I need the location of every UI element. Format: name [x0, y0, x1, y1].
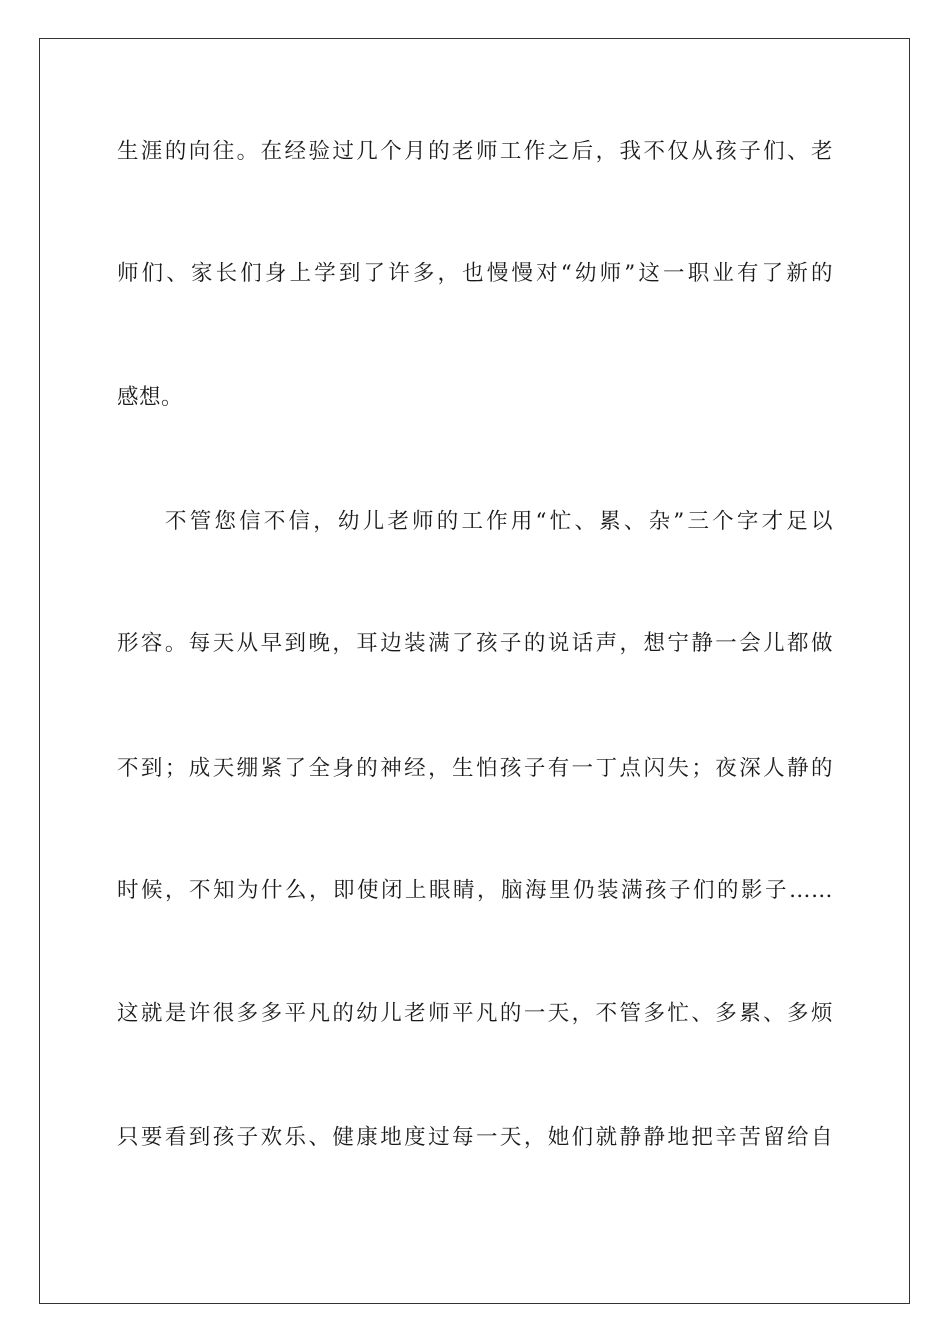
paragraph-2-line-3: 不到；成天绷紧了全身的神经，生怕孩子有一丁点闪失；夜深人静的 [117, 756, 833, 781]
page-frame [39, 38, 910, 1304]
paragraph-2-line-2: 形容。每天从早到晚，耳边装满了孩子的说话声，想宁静一会儿都做 [117, 631, 833, 656]
paragraph-2-line-4: 时候，不知为什么，即使闭上眼睛，脑海里仍装满孩子们的影子…… [117, 878, 833, 903]
paragraph-2-line-6: 只要看到孩子欢乐、健康地度过每一天，她们就静静地把辛苦留给自 [117, 1125, 833, 1150]
paragraph-2-line-5: 这就是许很多多平凡的幼儿老师平凡的一天，不管多忙、多累、多烦 [117, 1001, 833, 1026]
paragraph-2-line-1: 不管您信不信，幼儿老师的工作用“忙、累、杂”三个字才足以 [165, 509, 833, 534]
paragraph-1-line-3: 感想。 [117, 385, 184, 410]
paragraph-1-line-2: 师们、家长们身上学到了许多，也慢慢对“幼师”这一职业有了新的 [117, 261, 833, 286]
paragraph-1-line-1: 生涯的向往。在经验过几个月的老师工作之后，我不仅从孩子们、老 [117, 139, 833, 164]
